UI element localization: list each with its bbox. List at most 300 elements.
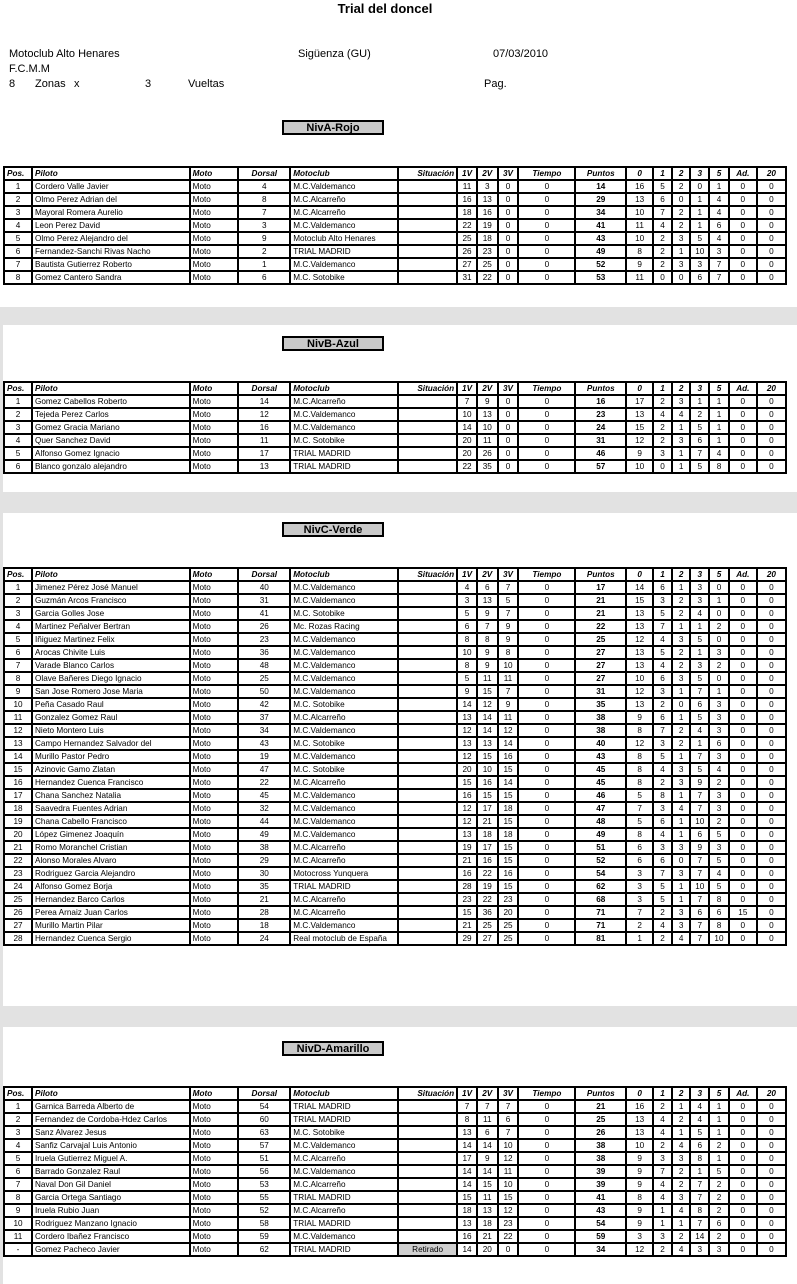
cell-2v: 36 [477, 906, 498, 919]
cell-puntos: 39 [575, 1178, 626, 1191]
cell-0: 10 [626, 460, 653, 473]
cell-motoclub: M.C.Valdemanco [290, 750, 398, 763]
table-row [4, 434, 786, 447]
cell-tiempo: 0 [518, 421, 575, 434]
cell-situacin [398, 737, 457, 750]
cell-20: 0 [757, 1178, 786, 1191]
cell-3: 3 [690, 581, 709, 594]
cell-piloto: Hernandez Cuenca Francisco [32, 776, 190, 789]
cell-3v: 0 [498, 258, 519, 271]
cell-1v: 22 [457, 460, 477, 473]
cell-tiempo: 0 [518, 737, 575, 750]
cell-piloto: Blanco gonzalo alejandro [32, 460, 190, 473]
event-location: Sigüenza (GU) [298, 48, 371, 60]
cell-tiempo: 0 [518, 1217, 575, 1230]
cell-piloto: Jimenez Pérez José Manuel [32, 581, 190, 594]
cell-pos: 4 [4, 1139, 32, 1152]
cell-puntos: 35 [575, 698, 626, 711]
cell-1v: 26 [457, 245, 477, 258]
cell-tiempo: 0 [518, 180, 575, 193]
cell-2: 2 [672, 594, 691, 607]
cell-5: 4 [709, 232, 729, 245]
cell-1: 7 [653, 724, 672, 737]
cell-piloto: Rodriguez Garcia Alejandro [32, 867, 190, 880]
cell-20: 0 [757, 245, 786, 258]
cell-3: 6 [690, 828, 709, 841]
cell-2: 2 [672, 737, 691, 750]
cell-2: 1 [672, 750, 691, 763]
cell-2v: 15 [477, 685, 498, 698]
cell-1v: 15 [457, 776, 477, 789]
cell-1: 2 [653, 932, 672, 945]
cell-piloto: Saavedra Fuentes Adrian [32, 802, 190, 815]
cell-tiempo: 0 [518, 867, 575, 880]
cell-dorsal: 6 [238, 271, 290, 284]
column-header: 5 [709, 382, 729, 395]
cell-tiempo: 0 [518, 1165, 575, 1178]
cell-ad: 0 [729, 245, 757, 258]
cell-tiempo: 0 [518, 1204, 575, 1217]
cell-0: 8 [626, 245, 653, 258]
cell-3v: 9 [498, 620, 519, 633]
cell-0: 5 [626, 789, 653, 802]
cell-3: 5 [690, 672, 709, 685]
cell-1: 3 [653, 594, 672, 607]
cell-pos: 14 [4, 750, 32, 763]
cell-ad: 0 [729, 698, 757, 711]
cell-0: 8 [626, 1191, 653, 1204]
cell-motoclub: M.C.Valdemanco [290, 672, 398, 685]
cell-3: 1 [690, 206, 709, 219]
cell-dorsal: 19 [238, 750, 290, 763]
cell-ad: 0 [729, 828, 757, 841]
cell-situacin [398, 1191, 457, 1204]
cell-3v: 12 [498, 724, 519, 737]
table-row [4, 1113, 786, 1126]
cell-1: 2 [653, 776, 672, 789]
cell-ad: 0 [729, 763, 757, 776]
table-row [4, 1139, 786, 1152]
cell-tiempo: 0 [518, 1243, 575, 1256]
cell-2v: 14 [477, 711, 498, 724]
cell-0: 16 [626, 180, 653, 193]
table-row [4, 1178, 786, 1191]
cell-2: 2 [672, 659, 691, 672]
cell-2v: 12 [477, 698, 498, 711]
table-row [4, 633, 786, 646]
cell-puntos: 31 [575, 434, 626, 447]
cell-puntos: 39 [575, 1165, 626, 1178]
cell-2v: 9 [477, 1152, 498, 1165]
cell-5: 2 [709, 776, 729, 789]
cell-2v: 23 [477, 245, 498, 258]
cell-5: 5 [709, 880, 729, 893]
cell-2: 1 [672, 828, 691, 841]
cell-2v: 11 [477, 434, 498, 447]
cell-ad: 0 [729, 1204, 757, 1217]
cell-pos: 5 [4, 447, 32, 460]
cell-3v: 16 [498, 750, 519, 763]
cell-20: 0 [757, 698, 786, 711]
cell-2: 4 [672, 1139, 691, 1152]
cell-0: 3 [626, 867, 653, 880]
cell-2v: 22 [477, 867, 498, 880]
cell-1v: 12 [457, 815, 477, 828]
cell-situacin [398, 919, 457, 932]
cell-2: 1 [672, 460, 691, 473]
cell-1: 1 [653, 1217, 672, 1230]
cell-0: 12 [626, 685, 653, 698]
cell-2v: 19 [477, 880, 498, 893]
cell-3v: 18 [498, 828, 519, 841]
cell-3v: 22 [498, 1230, 519, 1243]
cell-pos: 7 [4, 1178, 32, 1191]
cell-3v: 6 [498, 1113, 519, 1126]
column-header: Motoclub [290, 167, 398, 180]
cell-1: 6 [653, 815, 672, 828]
cell-pos: - [4, 1243, 32, 1256]
cell-pos: 15 [4, 763, 32, 776]
zones-label: Zonas [35, 78, 66, 90]
cell-20: 0 [757, 763, 786, 776]
cell-ad: 0 [729, 854, 757, 867]
cell-piloto: Garcia Ortega Santiago [32, 1191, 190, 1204]
cell-20: 0 [757, 594, 786, 607]
cell-puntos: 71 [575, 906, 626, 919]
cell-2: 1 [672, 789, 691, 802]
column-header: Pos. [4, 167, 32, 180]
cell-tiempo: 0 [518, 763, 575, 776]
cell-1v: 6 [457, 620, 477, 633]
cell-1v: 19 [457, 841, 477, 854]
cell-moto: Moto [190, 1230, 239, 1243]
cell-situacin [398, 841, 457, 854]
cell-2: 2 [672, 219, 691, 232]
cell-0: 6 [626, 841, 653, 854]
cell-dorsal: 38 [238, 841, 290, 854]
cell-20: 0 [757, 685, 786, 698]
cell-puntos: 45 [575, 776, 626, 789]
cell-5: 0 [709, 607, 729, 620]
cell-dorsal: 16 [238, 421, 290, 434]
cell-puntos: 24 [575, 421, 626, 434]
cell-tiempo: 0 [518, 1139, 575, 1152]
cell-situacin [398, 447, 457, 460]
cell-2: 0 [672, 698, 691, 711]
cell-moto: Moto [190, 867, 239, 880]
cell-0: 16 [626, 1100, 653, 1113]
cell-motoclub: M.C.Valdemanco [290, 789, 398, 802]
cell-1: 1 [653, 1204, 672, 1217]
cell-3: 8 [690, 1152, 709, 1165]
cell-3v: 12 [498, 1204, 519, 1217]
cell-2: 2 [672, 1113, 691, 1126]
cell-dorsal: 44 [238, 815, 290, 828]
cell-puntos: 47 [575, 802, 626, 815]
cell-1v: 13 [457, 1126, 477, 1139]
cell-0: 14 [626, 581, 653, 594]
cell-situacin [398, 460, 457, 473]
cell-tiempo: 0 [518, 750, 575, 763]
cell-piloto: Sanfiz Carvajal Luis Antonio [32, 1139, 190, 1152]
cell-2: 3 [672, 232, 691, 245]
cell-situacin [398, 815, 457, 828]
cell-20: 0 [757, 828, 786, 841]
cell-0: 3 [626, 1230, 653, 1243]
cell-1v: 5 [457, 607, 477, 620]
cell-0: 13 [626, 698, 653, 711]
cell-1: 7 [653, 620, 672, 633]
cell-20: 0 [757, 1217, 786, 1230]
column-header: Piloto [32, 382, 190, 395]
cell-5: 1 [709, 594, 729, 607]
cell-1v: 14 [457, 1243, 477, 1256]
cell-motoclub: M.C.Alcarreño [290, 711, 398, 724]
cell-piloto: Olmo Perez Adrian del [32, 193, 190, 206]
cell-1v: 27 [457, 258, 477, 271]
cell-ad: 0 [729, 594, 757, 607]
cell-2: 2 [672, 607, 691, 620]
cell-motoclub: M.C.Alcarreño [290, 1152, 398, 1165]
cell-moto: Moto [190, 698, 239, 711]
cell-pos: 17 [4, 789, 32, 802]
cell-2: 3 [672, 434, 691, 447]
cell-2v: 13 [477, 408, 498, 421]
column-header: Puntos [575, 568, 626, 581]
cell-situacin [398, 789, 457, 802]
cell-5: 10 [709, 932, 729, 945]
cell-situacin [398, 1165, 457, 1178]
cell-2: 1 [672, 1217, 691, 1230]
cell-piloto: Alfonso Gomez Borja [32, 880, 190, 893]
table-row [4, 620, 786, 633]
cell-3v: 9 [498, 698, 519, 711]
cell-1: 2 [653, 258, 672, 271]
cell-dorsal: 35 [238, 880, 290, 893]
cell-0: 9 [626, 447, 653, 460]
column-header: 1 [653, 167, 672, 180]
cell-2v: 13 [477, 594, 498, 607]
cell-2: 0 [672, 193, 691, 206]
cell-tiempo: 0 [518, 434, 575, 447]
cell-0: 8 [626, 750, 653, 763]
cell-piloto: Hernandez Barco Carlos [32, 893, 190, 906]
cell-1v: 21 [457, 919, 477, 932]
cell-2v: 21 [477, 815, 498, 828]
cell-dorsal: 57 [238, 1139, 290, 1152]
cell-0: 17 [626, 395, 653, 408]
cell-moto: Moto [190, 271, 239, 284]
cell-5: 2 [709, 1204, 729, 1217]
column-header: 0 [626, 568, 653, 581]
cell-1v: 20 [457, 434, 477, 447]
cell-motoclub: M.C.Valdemanco [290, 919, 398, 932]
cell-pos: 2 [4, 594, 32, 607]
cell-20: 0 [757, 620, 786, 633]
column-header: 2V [477, 382, 498, 395]
cell-motoclub: M.C.Valdemanco [290, 1230, 398, 1243]
cell-piloto: Nieto Montero Luis [32, 724, 190, 737]
cell-2v: 17 [477, 841, 498, 854]
cell-situacin [398, 1113, 457, 1126]
cell-3: 7 [690, 893, 709, 906]
cell-puntos: 17 [575, 581, 626, 594]
cell-20: 0 [757, 408, 786, 421]
cell-3: 6 [690, 1139, 709, 1152]
cell-ad: 0 [729, 607, 757, 620]
times-label: x [74, 78, 80, 90]
column-header: 0 [626, 382, 653, 395]
cell-5: 1 [709, 180, 729, 193]
cell-moto: Moto [190, 594, 239, 607]
table-row [4, 893, 786, 906]
cell-3: 5 [690, 1126, 709, 1139]
cell-2v: 11 [477, 1113, 498, 1126]
cell-20: 0 [757, 581, 786, 594]
cell-tiempo: 0 [518, 1100, 575, 1113]
cell-20: 0 [757, 1165, 786, 1178]
cell-1: 0 [653, 460, 672, 473]
section-separator [0, 492, 797, 513]
cell-dorsal: 26 [238, 620, 290, 633]
cell-situacin [398, 1139, 457, 1152]
cell-3v: 10 [498, 1139, 519, 1152]
cell-20: 0 [757, 447, 786, 460]
cell-pos: 6 [4, 646, 32, 659]
cell-3v: 11 [498, 711, 519, 724]
cell-piloto: Azinovic Gamo Zlatan [32, 763, 190, 776]
cell-motoclub: Motoclub Alto Henares [290, 232, 398, 245]
cell-puntos: 81 [575, 932, 626, 945]
cell-dorsal: 43 [238, 737, 290, 750]
cell-ad: 0 [729, 232, 757, 245]
cell-tiempo: 0 [518, 711, 575, 724]
cell-2: 3 [672, 395, 691, 408]
cell-20: 0 [757, 460, 786, 473]
table-row [4, 867, 786, 880]
cell-tiempo: 0 [518, 447, 575, 460]
cell-1v: 29 [457, 932, 477, 945]
cell-dorsal: 29 [238, 854, 290, 867]
cell-motoclub: M.C.Valdemanco [290, 1165, 398, 1178]
cell-1v: 16 [457, 1230, 477, 1243]
cell-moto: Moto [190, 258, 239, 271]
cell-piloto: Rodriguez Manzano Ignacio [32, 1217, 190, 1230]
cell-0: 9 [626, 1217, 653, 1230]
cell-situacin [398, 685, 457, 698]
cell-dorsal: 12 [238, 408, 290, 421]
results-table [3, 166, 787, 285]
cell-situacin [398, 750, 457, 763]
cell-motoclub: M.C.Alcarreño [290, 893, 398, 906]
cell-dorsal: 36 [238, 646, 290, 659]
cell-puntos: 43 [575, 750, 626, 763]
table-row [4, 1165, 786, 1178]
table-row [4, 737, 786, 750]
cell-3v: 12 [498, 1152, 519, 1165]
cell-20: 0 [757, 646, 786, 659]
cell-3: 7 [690, 867, 709, 880]
cell-puntos: 46 [575, 789, 626, 802]
cell-situacin [398, 395, 457, 408]
cell-dorsal: 42 [238, 698, 290, 711]
cell-1: 2 [653, 906, 672, 919]
table-row [4, 672, 786, 685]
cell-3v: 0 [498, 193, 519, 206]
cell-piloto: Sanz Alvarez Jesus [32, 1126, 190, 1139]
cell-3v: 0 [498, 434, 519, 447]
cell-1: 4 [653, 659, 672, 672]
column-header: 20 [757, 568, 786, 581]
cell-20: 0 [757, 737, 786, 750]
cell-1v: 3 [457, 594, 477, 607]
cell-2: 1 [672, 815, 691, 828]
cell-puntos: 34 [575, 206, 626, 219]
cell-5: 6 [709, 906, 729, 919]
cell-0: 6 [626, 854, 653, 867]
cell-situacin [398, 906, 457, 919]
cell-situacin [398, 802, 457, 815]
cell-motoclub: TRIAL MADRID [290, 1100, 398, 1113]
cell-3: 4 [690, 724, 709, 737]
cell-dorsal: 8 [238, 193, 290, 206]
cell-puntos: 31 [575, 685, 626, 698]
cell-ad: 0 [729, 672, 757, 685]
column-header: 1V [457, 1087, 477, 1100]
cell-5: 0 [709, 672, 729, 685]
cell-0: 12 [626, 737, 653, 750]
column-header: Situación [398, 167, 457, 180]
cell-1: 2 [653, 698, 672, 711]
cell-1: 2 [653, 1100, 672, 1113]
cell-situacin [398, 271, 457, 284]
cell-motoclub: M.C.Alcarreño [290, 193, 398, 206]
cell-tiempo: 0 [518, 1230, 575, 1243]
cell-2v: 14 [477, 724, 498, 737]
cell-puntos: 52 [575, 854, 626, 867]
cell-2: 2 [672, 724, 691, 737]
cell-5: 0 [709, 581, 729, 594]
cell-moto: Moto [190, 672, 239, 685]
cell-3: 0 [690, 180, 709, 193]
table-row [4, 607, 786, 620]
cell-1v: 14 [457, 1165, 477, 1178]
cell-2: 3 [672, 633, 691, 646]
cell-1: 4 [653, 828, 672, 841]
cell-ad: 0 [729, 421, 757, 434]
cell-pos: 7 [4, 258, 32, 271]
cell-3: 7 [690, 919, 709, 932]
cell-situacin [398, 421, 457, 434]
cell-3: 7 [690, 932, 709, 945]
cell-situacin: Retirado [398, 1243, 457, 1256]
cell-5: 1 [709, 685, 729, 698]
column-header: 3V [498, 382, 519, 395]
cell-5: 4 [709, 206, 729, 219]
column-header: 1V [457, 167, 477, 180]
cell-piloto: Cordero Valle Javier [32, 180, 190, 193]
column-header: Dorsal [238, 167, 290, 180]
cell-1v: 20 [457, 447, 477, 460]
cell-dorsal: 40 [238, 581, 290, 594]
cell-dorsal: 60 [238, 1113, 290, 1126]
cell-1: 5 [653, 607, 672, 620]
cell-3: 9 [690, 841, 709, 854]
cell-situacin [398, 581, 457, 594]
cell-motoclub: M.C. Sotobike [290, 607, 398, 620]
column-header: Piloto [32, 167, 190, 180]
cell-0: 13 [626, 408, 653, 421]
